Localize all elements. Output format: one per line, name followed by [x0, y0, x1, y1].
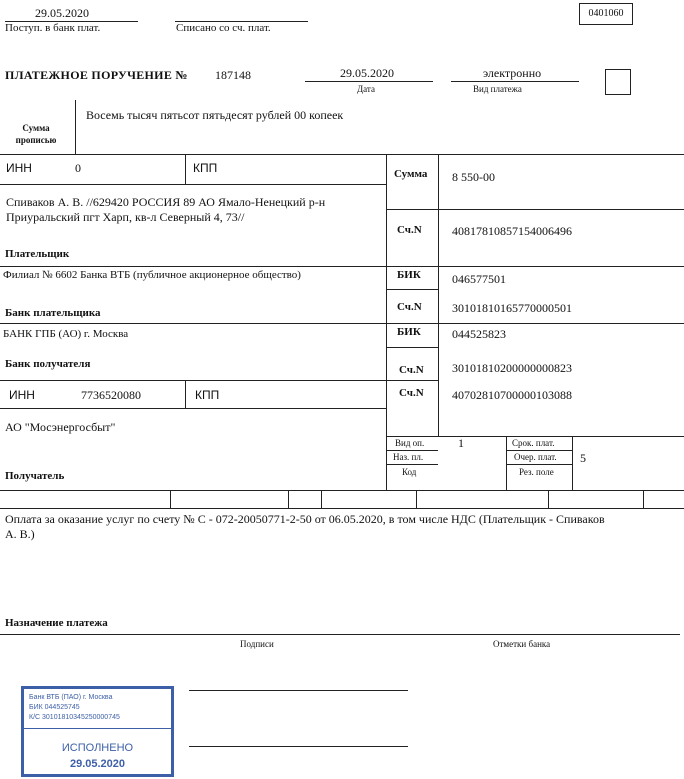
payee-bank-bik-label: БИК — [397, 326, 421, 338]
stamp-divider — [24, 728, 171, 729]
form-code: 0401060 — [579, 3, 633, 25]
rez-label: Рез. поле — [519, 467, 554, 477]
payee-inn-label: ИНН — [9, 388, 35, 402]
payment-type: электронно — [483, 66, 542, 80]
purpose-caption: Назначение платежа — [5, 617, 108, 629]
amount-value: 8 550-00 — [452, 170, 495, 184]
divider — [75, 100, 76, 154]
purpose-line1: Оплата за оказание услуг по счету № С - 072-20050771-2-50 от 06.05.2020, в том числе НДС (Плательщик - Спиваков — [5, 512, 605, 526]
naz-pl-label: Наз. пл. — [393, 452, 424, 462]
signature-line — [189, 746, 408, 747]
amount-words-caption: Сумма прописью — [15, 123, 57, 145]
divider — [185, 154, 186, 184]
ocher-label: Очер. плат. — [514, 452, 557, 462]
payer-bank-acc-label: Сч.N — [397, 301, 422, 313]
divider — [386, 436, 684, 437]
payer-inn: 0 — [75, 161, 81, 175]
srok-label: Срок. плат. — [512, 438, 555, 448]
document-title: ПЛАТЕЖНОЕ ПОРУЧЕНИЕ № — [5, 68, 188, 82]
payee-bank-acc: 30101810200000000823 — [452, 361, 572, 375]
payee-acc-label: Сч.N — [399, 387, 424, 399]
date-received-caption: Поступ. в банк плат. — [5, 22, 101, 34]
divider — [0, 154, 684, 155]
divider — [386, 289, 438, 290]
ocher-value: 5 — [580, 451, 586, 465]
payee-inn: 7736520080 — [81, 388, 141, 402]
divider — [438, 154, 439, 436]
payer-bank-bik: 046577501 — [452, 272, 506, 286]
divider — [0, 184, 386, 185]
stamp-bank-name: Банк ВТБ (ПАО) г. Москва — [29, 694, 113, 701]
payer-account-label: Сч.N — [397, 224, 422, 236]
vid-op-label: Вид оп. — [395, 438, 425, 448]
bank-marks-caption: Отметки банка — [493, 639, 551, 649]
document-number: 187148 — [215, 68, 251, 82]
stamp-bik: БИК 044525745 — [29, 704, 80, 711]
divider — [305, 81, 433, 82]
document-date: 29.05.2020 — [340, 66, 394, 80]
status-box — [605, 69, 631, 95]
date-caption: Дата — [357, 84, 375, 94]
divider — [386, 464, 438, 465]
divider — [0, 323, 684, 324]
divider — [0, 634, 680, 635]
divider — [386, 347, 438, 348]
kod-label: Код — [402, 467, 417, 477]
stamp-ks: К/С 30101810345250000745 — [29, 714, 120, 721]
divider — [548, 490, 549, 508]
divider — [170, 490, 171, 508]
stamp-status: ИСПОЛНЕНО — [61, 742, 134, 754]
payee-bank-bik: 044525823 — [452, 327, 506, 341]
bank-stamp — [21, 686, 174, 777]
payer-bank-name: Филиал № 6602 Банка ВТБ (публичное акционерное общество) — [3, 269, 301, 281]
date-received: 29.05.2020 — [35, 6, 89, 20]
divider — [321, 490, 322, 508]
vid-op: 1 — [458, 436, 464, 450]
signature-line — [189, 690, 408, 691]
payer-bank-bik-label: БИК — [397, 269, 421, 281]
divider — [386, 154, 387, 490]
payee-name: АО "Мосэнергосбыт" — [5, 420, 116, 434]
debited-caption: Списано со сч. плат. — [176, 22, 271, 34]
divider — [0, 380, 438, 381]
amount-words: Восемь тысяч пятьсот пятьдесят рублей 00 копеек — [86, 108, 344, 122]
purpose-line2: А. В.) — [5, 527, 35, 541]
stamp-date: 29.05.2020 — [69, 758, 126, 770]
payer-kpp-label: КПП — [193, 161, 218, 175]
divider — [288, 490, 289, 508]
divider — [572, 436, 573, 490]
payer-inn-label: ИНН — [6, 161, 32, 175]
divider — [506, 450, 572, 451]
payment-type-caption: Вид платежа — [473, 84, 522, 94]
payee-acc: 40702810700000103088 — [452, 388, 572, 402]
divider — [416, 490, 417, 508]
payer-caption: Плательщик — [5, 248, 70, 260]
divider — [386, 450, 438, 451]
amount-label: Сумма — [394, 168, 428, 180]
payer-bank-caption: Банк плательщика — [5, 307, 101, 319]
payee-bank-name: БАНК ГПБ (АО) г. Москва — [3, 328, 129, 340]
payer-account: 40817810857154006496 — [452, 224, 572, 238]
divider — [451, 81, 579, 82]
signatures-caption: Подписи — [240, 639, 274, 649]
divider — [506, 464, 572, 465]
payee-caption: Получатель — [5, 470, 65, 482]
payee-bank-acc-label: Сч.N — [399, 364, 424, 376]
divider — [386, 209, 684, 210]
payee-bank-caption: Банк получателя — [5, 358, 91, 370]
payer-name-line2: Приуральский пгт Харп, кв-л Северный 4, 73// — [6, 210, 245, 224]
divider — [185, 380, 186, 408]
divider — [506, 436, 507, 490]
payee-kpp-label: КПП — [195, 388, 220, 402]
divider — [0, 266, 684, 267]
divider — [0, 490, 684, 491]
divider — [0, 408, 386, 409]
divider — [0, 508, 684, 509]
payer-bank-acc: 30101810165770000501 — [452, 301, 572, 315]
divider — [643, 490, 644, 508]
payer-name-line1: Спиваков А. В. //629420 РОССИЯ 89 АО Ямало-Ненецкий р-н — [6, 195, 326, 209]
